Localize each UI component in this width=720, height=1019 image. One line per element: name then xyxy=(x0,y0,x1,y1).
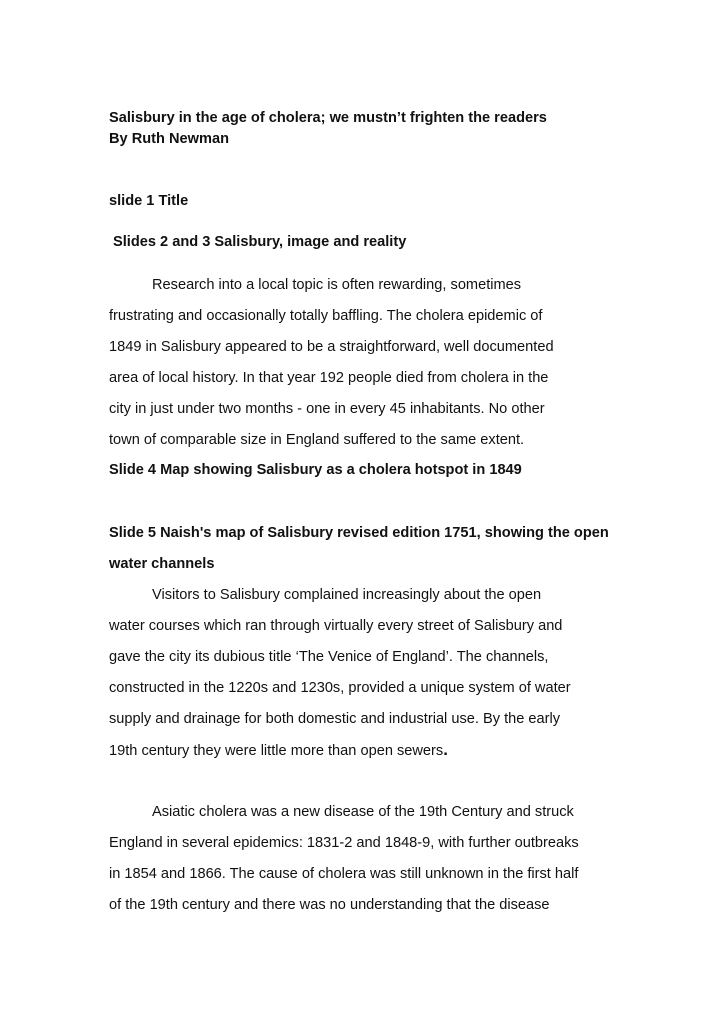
para2-line-last xyxy=(109,741,448,760)
para2-line: Visitors to Salisbury complained increasingly about the open xyxy=(152,587,542,603)
para1-line: 1849 in Salisbury appeared to be a straightforward, well documented xyxy=(109,339,554,355)
para2-line: gave the city its dubious title ‘The Venice of England’. The channels, xyxy=(109,649,549,665)
author-byline: By Ruth Newman xyxy=(109,131,230,147)
slide-1-heading: slide 1 Title xyxy=(109,193,189,209)
para2-line: 19th century they were little more than open sewers xyxy=(109,743,444,759)
para2-line: supply and drainage for both domestic and industrial use. By the early xyxy=(109,711,561,727)
para3-line: of the 19th century and there was no understanding that the disease xyxy=(109,897,550,913)
para3-line: in 1854 and 1866. The cause of cholera was still unknown in the first half xyxy=(109,866,579,882)
slides-2-3-heading: Slides 2 and 3 Salisbury, image and reality xyxy=(113,234,407,250)
para1-line: town of comparable size in England suffered to the same extent. xyxy=(109,432,525,448)
para1-line: city in just under two months - one in every 45 inhabitants. No other xyxy=(109,401,545,417)
para1-line: frustrating and occasionally totally baffling. The cholera epidemic of xyxy=(109,308,543,324)
para1-line: Research into a local topic is often rewarding, sometimes xyxy=(152,277,522,293)
slide-5-heading-line1: Slide 5 Naish's map of Salisbury revised edition 1751, showing the open xyxy=(109,525,609,541)
slide-5-heading-line2: water channels xyxy=(109,556,215,572)
para1-line: area of local history. In that year 192 people died from cholera in the xyxy=(109,370,549,386)
para2-line: water courses which ran through virtually every street of Salisbury and xyxy=(109,618,563,634)
para2-line: constructed in the 1220s and 1230s, provided a unique system of water xyxy=(109,680,571,696)
slide-4-heading: Slide 4 Map showing Salisbury as a cholera hotspot in 1849 xyxy=(109,462,522,478)
para2-end-mark: . xyxy=(443,740,448,759)
para3-line: England in several epidemics: 1831-2 and 1848-9, with further outbreaks xyxy=(109,835,579,851)
document-title: Salisbury in the age of cholera; we mustn’t frighten the readers xyxy=(109,110,547,126)
para3-line: Asiatic cholera was a new disease of the 19th Century and struck xyxy=(152,804,574,820)
